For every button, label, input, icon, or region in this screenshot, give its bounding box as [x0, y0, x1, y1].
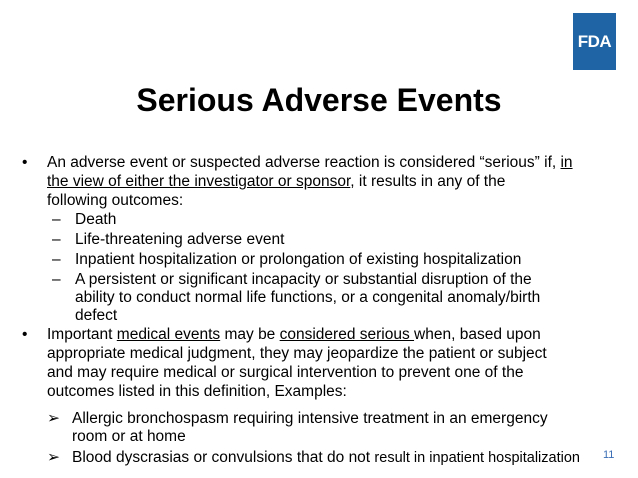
- dash-marker: –: [52, 271, 61, 288]
- outcome-item: A persistent or significant incapacity or substantial disruption of the: [75, 271, 532, 288]
- slide-title: Serious Adverse Events: [136, 82, 502, 118]
- outcome-item: Death: [75, 211, 117, 228]
- example-item-cont: room or at home: [72, 428, 186, 445]
- underlined-text: in: [560, 154, 573, 171]
- bullet2-line3: and may require medical or surgical intervention to prevent one of the: [47, 364, 524, 381]
- bullet2-text: when, based upon: [414, 326, 541, 343]
- bullet2-line1: [47, 325, 541, 344]
- example-text-small: result in inpatient hospitalization: [374, 450, 580, 466]
- bullet1-line2: [47, 172, 505, 191]
- bullet2-line2: appropriate medical judgment, they may jeopardize the patient or subject: [47, 345, 547, 362]
- bullet2-text: Important: [47, 326, 117, 343]
- arrow-bullet-icon: ➢: [47, 449, 60, 466]
- bullet1-text: An adverse event or suspected adverse reaction is considered “serious” if,: [47, 154, 561, 171]
- outcome-item-cont: defect: [75, 307, 118, 324]
- underlined-text: the view of either the investigator or sponsor: [47, 173, 351, 190]
- dash-marker: –: [52, 211, 61, 228]
- outcome-item: Inpatient hospitalization or prolongation of existing hospitalization: [75, 251, 522, 268]
- example-text: Blood dyscrasias or convulsions that do not: [72, 449, 375, 466]
- bullet2-line4: outcomes listed in this definition, Examples:: [47, 383, 347, 400]
- fda-logo-text: FDA: [577, 32, 612, 51]
- bullet-marker: •: [22, 326, 28, 343]
- underlined-text: considered serious: [279, 326, 415, 343]
- example-item: [72, 448, 580, 468]
- outcome-item: Life-threatening adverse event: [75, 231, 285, 248]
- bullet2-text: may be: [220, 326, 280, 343]
- bullet1-line3: following outcomes:: [47, 192, 184, 209]
- outcome-item-cont: ability to conduct normal life functions, or a congenital anomaly/birth: [75, 289, 541, 306]
- dash-marker: –: [52, 251, 61, 268]
- example-item: Allergic bronchospasm requiring intensive treatment in an emergency: [72, 410, 548, 427]
- page-number: 11: [603, 449, 615, 461]
- dash-marker: –: [52, 231, 61, 248]
- bullet1-text: , it results in any of the: [350, 173, 506, 190]
- bullet-marker: •: [22, 154, 28, 171]
- arrow-bullet-icon: ➢: [47, 410, 60, 427]
- underlined-text: medical events: [116, 326, 221, 343]
- bullet1-line1: [47, 153, 573, 172]
